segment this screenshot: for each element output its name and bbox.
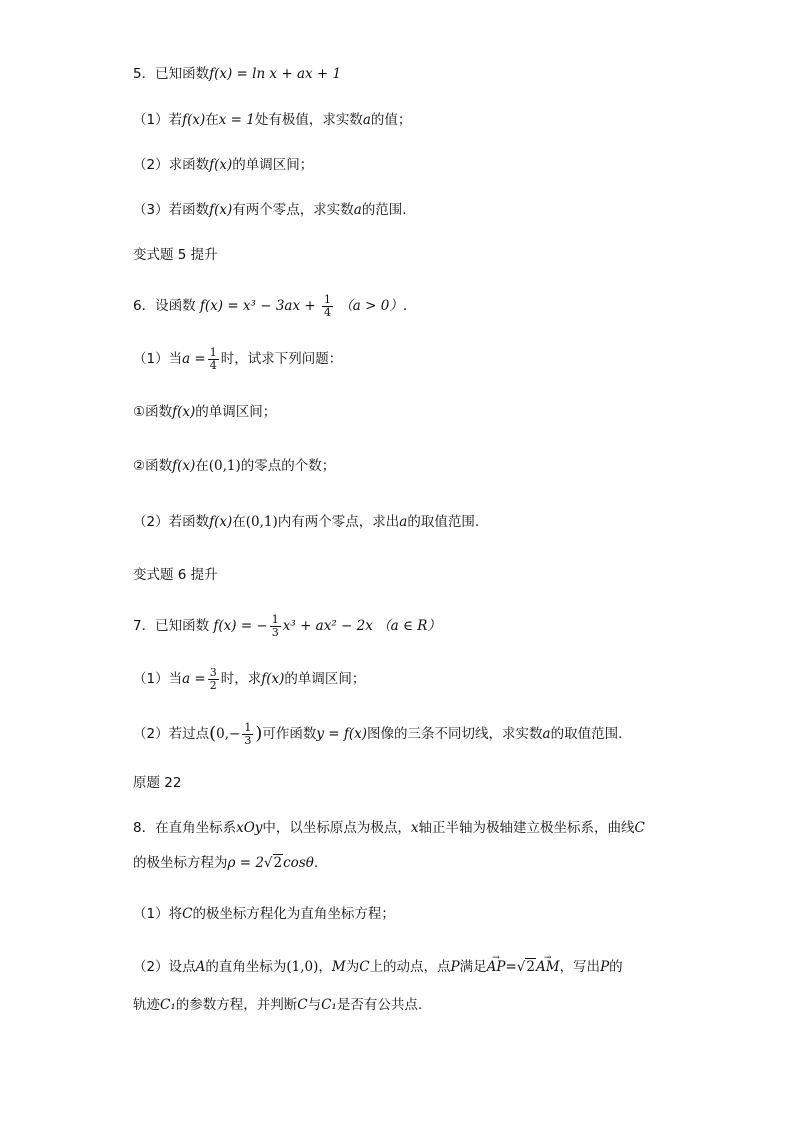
q5-part1: （1）若f(x)在x = 1处有极值，求实数a的值； (133, 112, 412, 128)
q8-line4: 轨迹C₁的参数方程，并判断C与C₁是否有公共点. (133, 997, 423, 1013)
vector-AM: → AM (536, 957, 560, 977)
q8-line2: 的极坐标方程为ρ = 2√2cosθ. (133, 855, 319, 871)
q6-part1: （1）当a = $\frac{1}{4}$ 时，试求下列问题： (133, 345, 343, 372)
q6-part1-fraction: $\frac{1}{4}$ (209, 345, 217, 372)
q5-func: f(x) = ln x + ax + 1 (209, 66, 342, 82)
q5-stem: 5．已知函数f(x) = ln x + ax + 1 (133, 66, 342, 82)
variant-5-heading: 变式题 5 提升 (133, 247, 218, 263)
q7-fraction: $\frac{1}{3}$ (271, 612, 279, 639)
q6-part2: （2）若函数f(x)在(0,1)内有两个零点，求出a的取值范围. (133, 514, 480, 530)
q6-stem: 6．设函数 f(x) = x³ − 3ax + $\frac{1}{4}$ （a > 0）. (133, 292, 408, 319)
q6-fraction: $\frac{1}{4}$ (324, 292, 331, 319)
q8-part2: （2）设点A的直角坐标为(1,0)，M为C上的动点，点P满足→ AP=√2→ AM，写出P的 (133, 957, 623, 977)
q8-line1: 8．在直角坐标系xOy中，以坐标原点为极点，x轴正半轴为极轴建立极坐标系，曲线C (133, 820, 645, 836)
q7-part1: （1）当a = $\frac{3}{2}$ 时，求f(x)的单调区间； (133, 665, 366, 692)
q7-part2: （2）若过点(0,− $\frac{1}{3}$ )可作函数y = f(x)图像的三条不同切线，求实数a的取值范围. (133, 720, 623, 747)
original-22-heading: 原题 22 (133, 775, 182, 791)
q7-part1-fraction: $\frac{3}{2}$ (209, 665, 217, 692)
variant-6-heading: 变式题 6 提升 (133, 567, 218, 583)
q7-stem: 7．已知函数 f(x) = − $\frac{1}{3}$ x³ + ax² − 2x （a ∈ R） (133, 612, 441, 639)
q5-part2: （2）求函数f(x)的单调区间； (133, 157, 314, 173)
q7-part2-fraction: $\frac{1}{3}$ (244, 720, 252, 747)
q5-part3: （3）若函数f(x)有两个零点，求实数a的范围. (133, 202, 407, 218)
vector-AP: → AP (487, 957, 506, 977)
q8-part1: （1）将C的极坐标方程化为直角坐标方程； (133, 906, 395, 922)
q6-sub2: ②函数f(x)在(0,1)的零点的个数； (133, 458, 336, 474)
q6-sub1: ①函数f(x)的单调区间； (133, 404, 277, 420)
